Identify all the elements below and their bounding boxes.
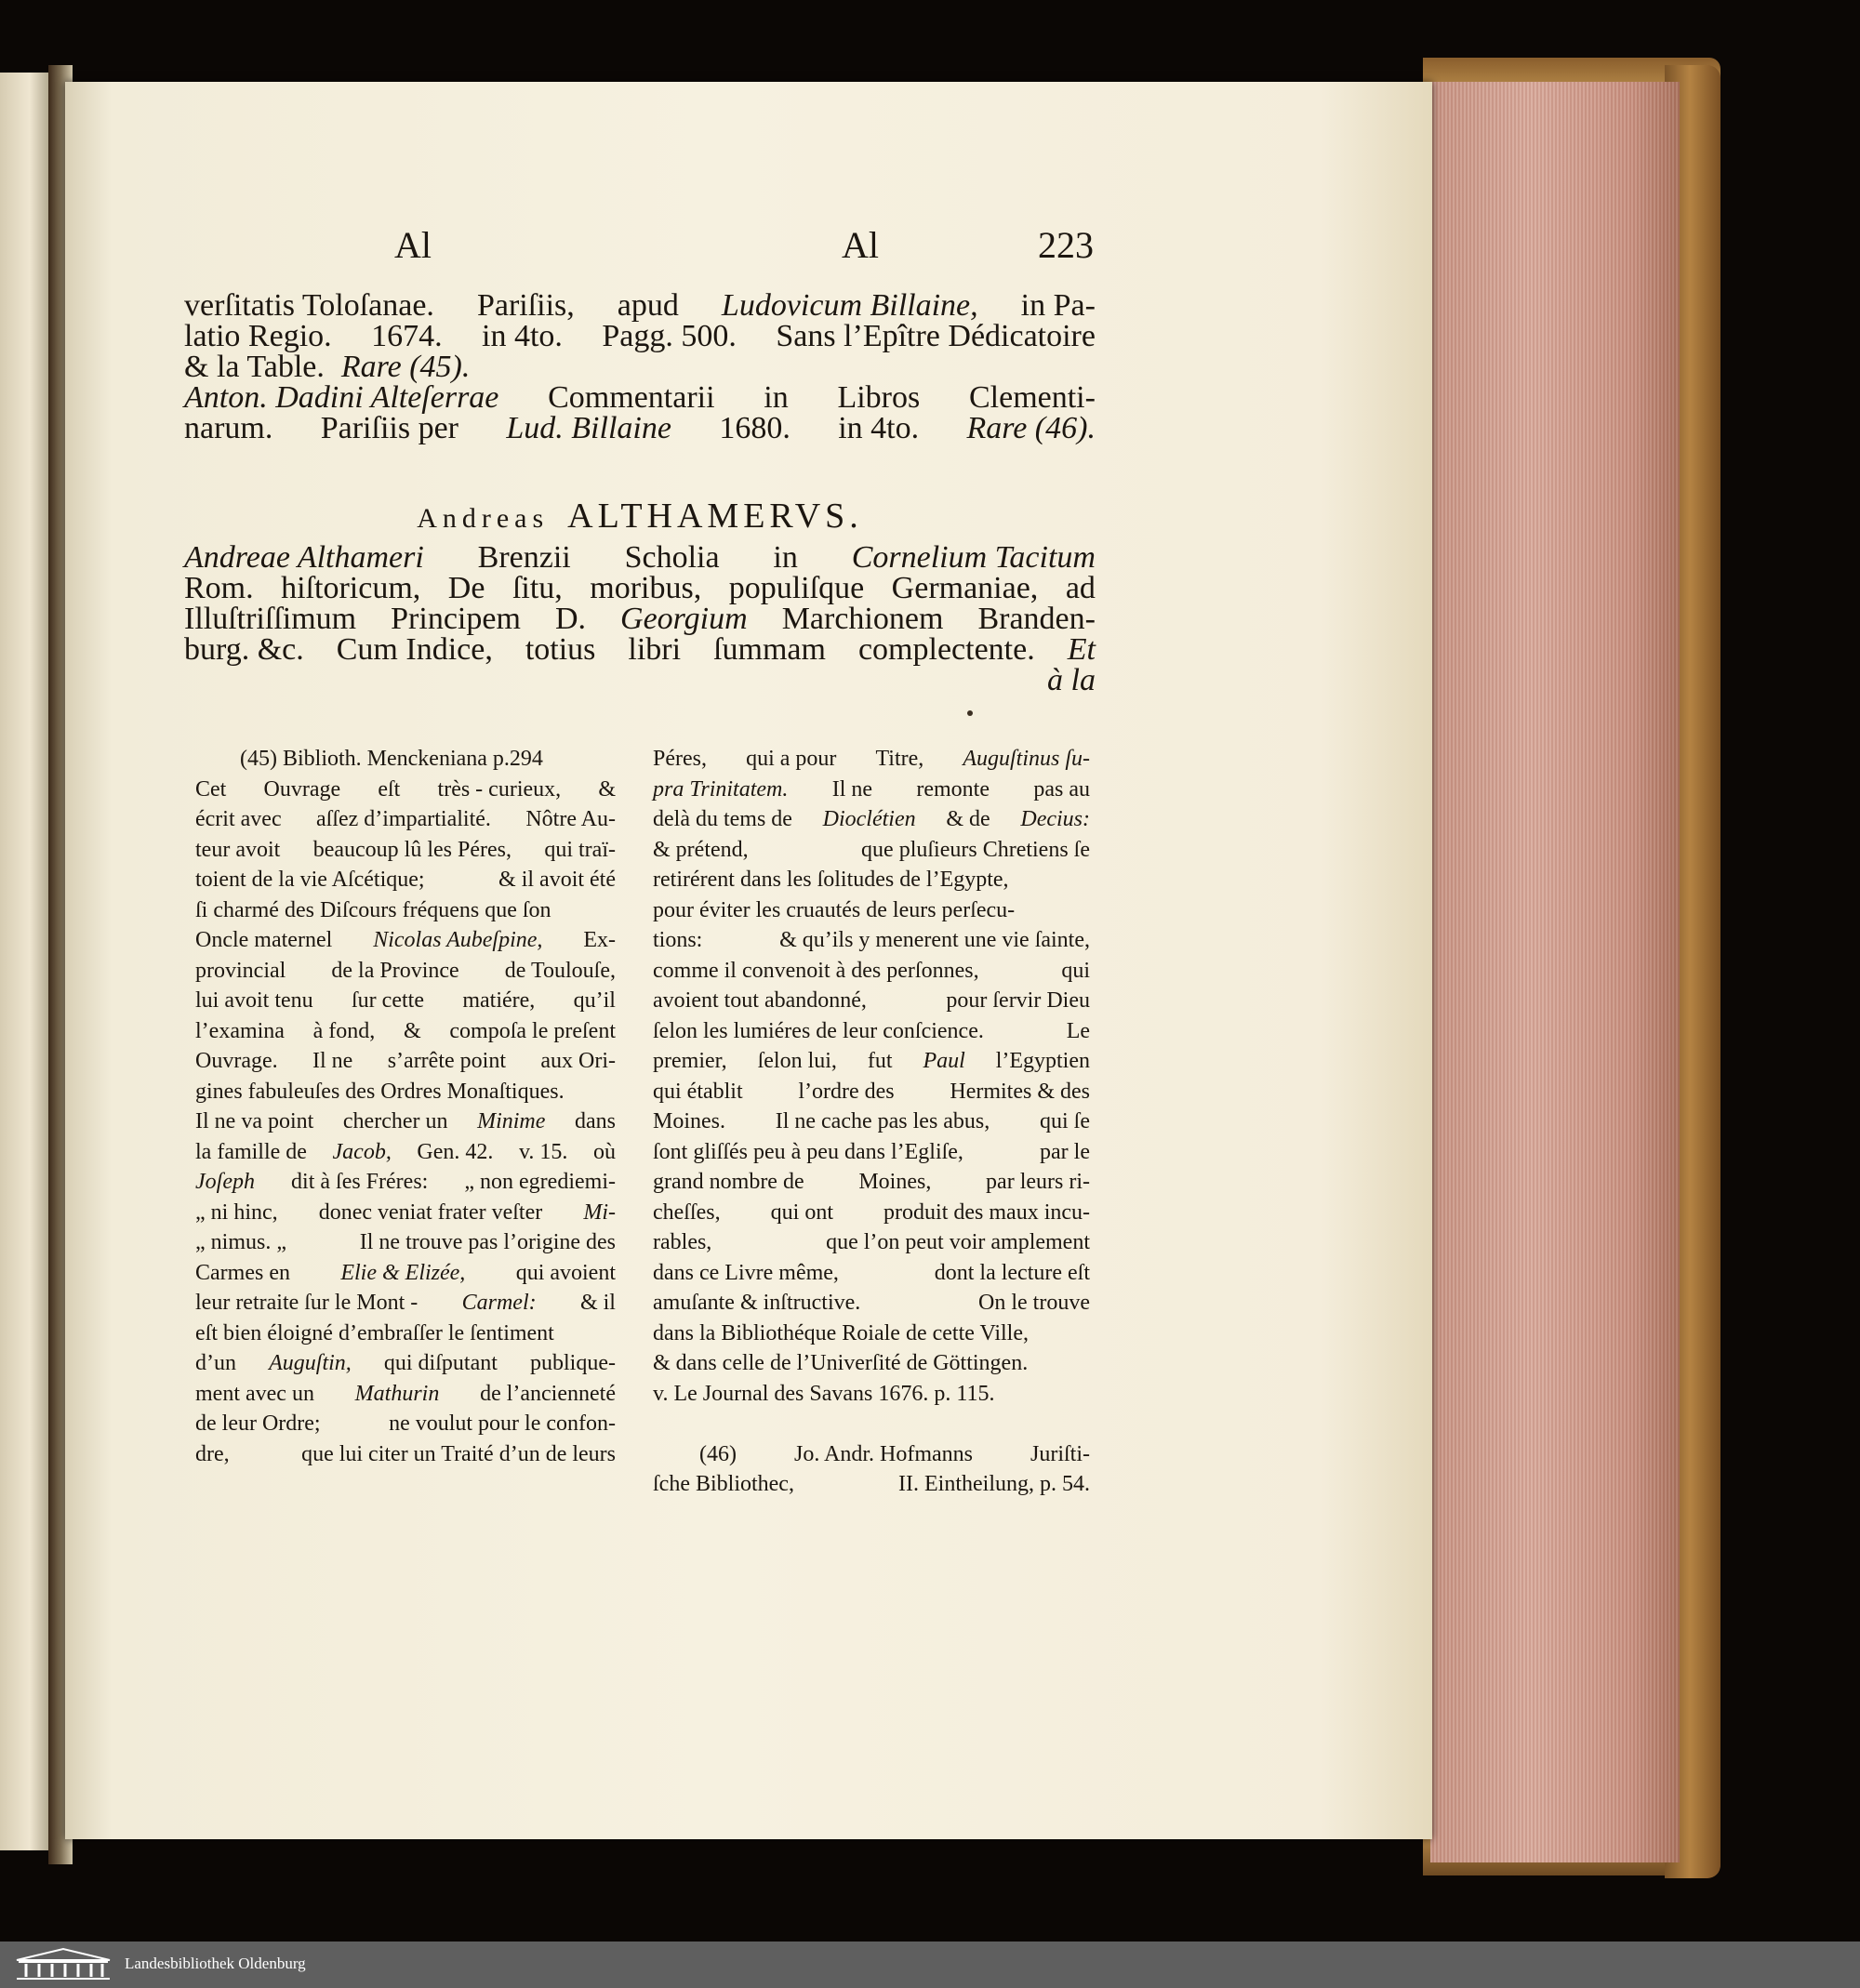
text-segment: Carmel: (461, 1291, 537, 1315)
text-segment: Elie & Elizée, (340, 1260, 466, 1285)
text-segment: avoient tout abandonné, (653, 988, 867, 1013)
text-segment: beaucoup lû les Péres, (312, 837, 512, 862)
text-segment: remonte (916, 776, 990, 802)
text-segment: On le trouve (978, 1291, 1090, 1315)
text-segment: toient de la vie Aſcétique; (195, 868, 425, 892)
text-segment: Il ne (831, 776, 873, 802)
text-segment: dont la lecture eſt (934, 1260, 1090, 1285)
text-segment: dans la Bibliothéque Roiale de cette Ville, (653, 1320, 1030, 1345)
section-heading (184, 496, 1096, 537)
text-line (195, 1137, 616, 1168)
text-line (653, 1046, 1090, 1077)
text-segment: Titre, (875, 747, 924, 771)
text-segment: chercher un (342, 1109, 448, 1133)
text-line (195, 1046, 616, 1077)
text-segment: grand nombre de (653, 1170, 804, 1194)
text-segment: & de (946, 807, 990, 831)
text-line (195, 1258, 616, 1289)
text-segment: Joſeph (195, 1170, 255, 1194)
text-segment: lui avoit tenu (195, 988, 313, 1013)
page-number: 223 (1038, 224, 1094, 266)
text-segment: latio Regio. (184, 319, 332, 353)
running-head-left: Al (394, 224, 432, 266)
text-segment: v. 15. (518, 1139, 568, 1164)
text-segment: Rare (46). (966, 411, 1096, 445)
text-line (195, 775, 616, 805)
text-segment: l’Egyptien (995, 1049, 1090, 1073)
text-segment: d’un (195, 1351, 236, 1375)
text-line (195, 1379, 616, 1410)
text-segment: ad (1065, 571, 1096, 605)
text-segment: Minime (477, 1109, 546, 1133)
text-line (195, 1077, 616, 1107)
text-segment: Rare (45). (340, 350, 471, 384)
text-segment: publique- (530, 1351, 616, 1375)
text-segment: Cet (195, 776, 227, 802)
text-line (184, 542, 1096, 573)
text-segment: complectente. (857, 632, 1035, 667)
text-segment: Rom. (184, 571, 254, 605)
text-segment: 1680. (719, 411, 790, 445)
text-line (653, 1167, 1090, 1198)
text-segment: Mathurin (354, 1381, 440, 1406)
text-segment: in 4to. (838, 411, 920, 445)
text-segment: Anton. Dadini Alteſerrae (184, 380, 499, 415)
text-segment: Dioclétien (822, 807, 916, 831)
text-line (653, 1409, 1090, 1439)
text-segment: populiſque (728, 571, 865, 605)
text-segment: & la Table. (184, 350, 325, 384)
text-segment: qui ſe (1039, 1109, 1090, 1133)
text-segment: Ouvrage. (195, 1049, 278, 1073)
text-line (653, 1198, 1090, 1228)
footnote-column-left (195, 744, 616, 1469)
text-segment: ſelon lui, (757, 1049, 837, 1073)
text-line (195, 1288, 616, 1319)
text-segment: Branden- (977, 602, 1096, 636)
text-segment: que l’on peut voir amplement (826, 1230, 1090, 1254)
text-segment: Scholia (624, 540, 720, 575)
text-segment: Cum Indice, (336, 632, 493, 667)
text-segment: qui avoient (515, 1260, 616, 1285)
text-line (653, 1077, 1090, 1107)
text-segment: v. Le Journal des Savans 1676. p. 115. (653, 1381, 995, 1406)
ink-speck (967, 710, 973, 716)
text-line (195, 895, 616, 926)
text-segment: Paul (923, 1049, 965, 1073)
text-line (653, 775, 1090, 805)
text-segment: De (447, 571, 485, 605)
text-segment: Nôtre Au- (525, 807, 616, 831)
text-segment: libri (628, 632, 682, 667)
text-segment: burg. &c. (184, 632, 304, 667)
text-line (653, 956, 1090, 987)
text-segment: qui traï- (544, 837, 616, 862)
text-segment: Péres, (653, 747, 707, 771)
text-segment: 1674. (371, 319, 443, 353)
text-segment: hiſtoricum, (281, 571, 421, 605)
text-segment: écrit avec (195, 807, 282, 831)
text-line (195, 1319, 616, 1349)
text-line (653, 804, 1090, 835)
text-line (184, 573, 1096, 603)
text-segment: Ludovicum Billaine, (721, 288, 978, 323)
text-segment: Hermites & des (950, 1079, 1090, 1104)
text-segment: ſur cette (352, 988, 424, 1013)
text-segment: pour éviter les cruautés de leurs perſecu- (653, 897, 1016, 922)
text-line (653, 1319, 1090, 1349)
text-segment: Illuſtriſſimum (184, 602, 357, 636)
text-line (195, 744, 616, 775)
text-line (653, 1258, 1090, 1289)
text-segment: Il ne (312, 1049, 353, 1073)
text-segment: „ nimus. „ (195, 1230, 286, 1254)
text-segment: in (773, 540, 798, 575)
text-segment: Clementi- (968, 380, 1096, 415)
text-segment: que lui citer un Traité d’un de leurs (301, 1441, 616, 1466)
text-segment: ne voulut pour le confon- (389, 1411, 616, 1436)
text-segment: Pagg. 500. (602, 319, 737, 353)
text-line (653, 1469, 1090, 1500)
text-line (195, 865, 616, 895)
text-segment: dans (575, 1109, 616, 1133)
text-segment: & prétend, (653, 837, 749, 862)
text-segment: Mi- (583, 1199, 616, 1225)
text-line (653, 1439, 1090, 1470)
text-segment: donec veniat frater veſter (318, 1199, 543, 1225)
text-line (195, 1107, 616, 1137)
text-line (653, 1227, 1090, 1258)
text-line (195, 1227, 616, 1258)
text-line (653, 865, 1090, 895)
text-segment: à la (1047, 663, 1096, 697)
text-segment: à fond, (312, 1018, 376, 1043)
text-segment: eſt bien éloigné d’embraſſer le ſentiment (195, 1320, 554, 1345)
text-segment: que pluſieurs Chretiens ſe (861, 837, 1090, 862)
text-line (195, 1167, 616, 1198)
text-segment: in (764, 380, 789, 415)
text-segment: qui a pour (746, 747, 837, 771)
text-segment: in 4to. (482, 319, 563, 353)
text-segment: Georgium (620, 602, 748, 636)
text-segment: Commentarii (548, 380, 715, 415)
text-segment: ſelon les lumiéres de leur conſcience. (653, 1018, 984, 1043)
text-segment: dre, (195, 1441, 230, 1466)
text-line (195, 804, 616, 835)
text-segment: premier, (653, 1049, 727, 1073)
text-segment: retirérent dans les ſolitudes de l’Egypte, (653, 868, 1009, 892)
text-segment: Il ne cache pas les abus, (775, 1109, 990, 1133)
footer-bar (0, 1942, 1860, 1988)
text-line (195, 1016, 616, 1047)
text-segment: Ex- (583, 928, 616, 952)
text-segment: Auguſtin, (269, 1351, 352, 1375)
text-segment: compoſa le preſent (449, 1018, 616, 1043)
text-segment: totius (525, 632, 596, 667)
text-segment: leur retraite ſur le Mont - (195, 1291, 418, 1315)
text-segment: dans ce Livre même, (653, 1260, 839, 1285)
text-segment: par leurs ri- (986, 1170, 1090, 1194)
text-segment: „ ni hinc, (195, 1199, 278, 1225)
left-page-edge (0, 73, 54, 1850)
text-segment: Il ne trouve pas l’origine des (359, 1230, 616, 1254)
text-segment: „ non egrediemi- (464, 1170, 616, 1194)
text-segment: & qu’ils y menerent une vie ſainte, (779, 928, 1090, 952)
text-segment: où (592, 1139, 616, 1164)
text-segment: (45) Biblioth. Menckeniana p.294 (240, 747, 543, 771)
text-segment: la famille de (195, 1139, 307, 1164)
text-line (195, 986, 616, 1016)
text-segment: pour ſervir Dieu (946, 988, 1090, 1013)
text-segment: Pariſiis per (320, 411, 458, 445)
text-segment: gines fabuleuſes des Ordres Monaſtiques. (195, 1079, 565, 1104)
text-line (184, 290, 1096, 321)
text-segment: qui (1061, 958, 1090, 983)
text-segment: Andreae Althameri (184, 540, 424, 575)
text-segment: Le (1066, 1018, 1090, 1043)
text-segment: & (598, 776, 616, 802)
text-segment: amuſante & inſtructive. (653, 1291, 861, 1315)
text-segment: Principem (391, 602, 521, 636)
text-segment: Cornelium Tacitum (851, 540, 1096, 575)
text-segment: Et (1067, 632, 1096, 667)
text-segment: eſt (378, 776, 401, 802)
text-segment: de leur Ordre; (195, 1411, 321, 1436)
text-line (653, 835, 1090, 866)
text-segment: pra Trinitatem. (653, 776, 789, 802)
text-line (653, 925, 1090, 956)
text-segment: pas au (1033, 776, 1090, 802)
text-segment: & dans celle de l’Univerſité de Göttingen. (653, 1351, 1029, 1375)
footnote-column-right (653, 744, 1090, 1500)
text-segment: Gen. 42. (417, 1139, 494, 1164)
text-segment: de Toulouſe, (504, 958, 616, 983)
text-line (653, 1348, 1090, 1379)
text-line (195, 1409, 616, 1439)
text-segment: Il ne va point (195, 1109, 314, 1133)
text-segment: l’examina (195, 1018, 285, 1043)
text-line (184, 351, 1096, 382)
text-segment: matiére, (462, 988, 536, 1013)
text-line (653, 1016, 1090, 1047)
text-segment: ſi charmé des Diſcours fréquens que ſon (195, 897, 551, 922)
text-segment: Ouvrage (263, 776, 341, 802)
text-line (653, 1137, 1090, 1168)
text-segment: Libros (837, 380, 921, 415)
text-segment: Jo. Andr. Hofmanns (793, 1441, 973, 1466)
text-segment: moribus, (590, 571, 702, 605)
text-segment: qui établit (653, 1079, 743, 1104)
text-line (195, 1198, 616, 1228)
text-line (195, 1439, 616, 1470)
text-segment: qu’il (573, 988, 616, 1013)
text-segment: provincial (195, 958, 286, 983)
text-line (195, 835, 616, 866)
text-segment: par le (1040, 1139, 1090, 1164)
text-segment: Moines. (653, 1109, 725, 1133)
text-segment: Marchionem (781, 602, 944, 636)
text-segment: produit des maux incu- (884, 1199, 1090, 1225)
text-segment: Sans l’Epître Dédicatoire (776, 319, 1096, 353)
text-segment: aux Ori- (540, 1049, 616, 1073)
text-line (184, 413, 1096, 444)
text-segment: de l’ancienneté (480, 1381, 616, 1406)
heading-first-name: Andreas (417, 503, 550, 534)
text-segment: Lud. Billaine (506, 411, 671, 445)
text-segment: (46) (699, 1441, 737, 1466)
text-segment: Juriſti- (1030, 1441, 1090, 1466)
text-segment: Jacob, (332, 1139, 392, 1164)
text-segment: & (404, 1018, 421, 1043)
text-segment: D. (554, 602, 586, 636)
text-segment: ſummam (713, 632, 826, 667)
text-segment: ment avec un (195, 1381, 314, 1406)
text-line (184, 321, 1096, 351)
text-segment: verſitatis Toloſanae. (184, 288, 434, 323)
text-segment: ſche Bibliothec, (653, 1472, 794, 1496)
text-line (653, 895, 1090, 926)
text-line (653, 1107, 1090, 1137)
text-line (184, 665, 1096, 696)
text-line (195, 1348, 616, 1379)
text-segment: cheſſes, (653, 1199, 721, 1225)
text-segment: qui diſputant (383, 1351, 498, 1375)
text-segment: ſitu, (512, 571, 563, 605)
text-line (184, 603, 1096, 634)
text-segment: fut (867, 1049, 893, 1073)
text-segment: de la Province (331, 958, 459, 983)
library-name: Landesbibliothek Oldenburg (125, 1955, 306, 1972)
main-text-lower (184, 542, 1096, 696)
text-segment: Auguſtinus ſu- (963, 747, 1090, 771)
text-line (184, 382, 1096, 413)
text-segment: Germaniae, (891, 571, 1039, 605)
text-line (653, 744, 1090, 775)
text-segment: narum. (184, 411, 273, 445)
text-line (653, 1288, 1090, 1319)
text-segment: tions: (653, 928, 703, 952)
building-columns-icon (11, 1947, 115, 1982)
running-head-center: Al (842, 224, 879, 266)
text-segment: rables, (653, 1230, 712, 1254)
text-line (184, 634, 1096, 665)
text-segment: comme il convenoit à des perſonnes, (653, 958, 979, 983)
text-segment: l’ordre des (798, 1079, 895, 1104)
text-segment: ſont gliſſés peu à peu dans l’Egliſe, (653, 1139, 963, 1164)
text-segment: aſſez d’impartialité. (316, 807, 491, 831)
text-line (653, 986, 1090, 1016)
main-text-upper (184, 290, 1096, 444)
text-segment: très - curieux, (437, 776, 562, 802)
text-segment: & il (579, 1291, 616, 1315)
heading-surname: ALTHAMERVS. (567, 497, 863, 536)
text-segment: dit à ſes Fréres: (291, 1170, 429, 1194)
text-segment: delà du tems de (653, 807, 792, 831)
text-segment: Pariſiis, (476, 288, 575, 323)
text-line (653, 1379, 1090, 1410)
text-segment: teur avoit (195, 837, 281, 862)
text-segment: Nicolas Aubeſpine, (373, 928, 543, 952)
text-segment: Decius: (1020, 807, 1090, 831)
text-segment: Brenzii (477, 540, 571, 575)
text-segment: Carmes en (195, 1260, 290, 1285)
page-block-edge (1430, 82, 1680, 1862)
text-segment: apud (617, 288, 679, 323)
text-segment: Oncle maternel (195, 928, 333, 952)
text-line (195, 925, 616, 956)
text-segment: s’arrête point (387, 1049, 506, 1073)
text-line (195, 956, 616, 987)
text-segment: & il avoit été (498, 868, 616, 892)
text-segment: Moines, (858, 1170, 932, 1194)
text-segment: II. Eintheilung, p. 54. (898, 1472, 1090, 1496)
text-segment: qui ont (770, 1199, 834, 1225)
text-segment: in Pa- (1020, 288, 1096, 323)
